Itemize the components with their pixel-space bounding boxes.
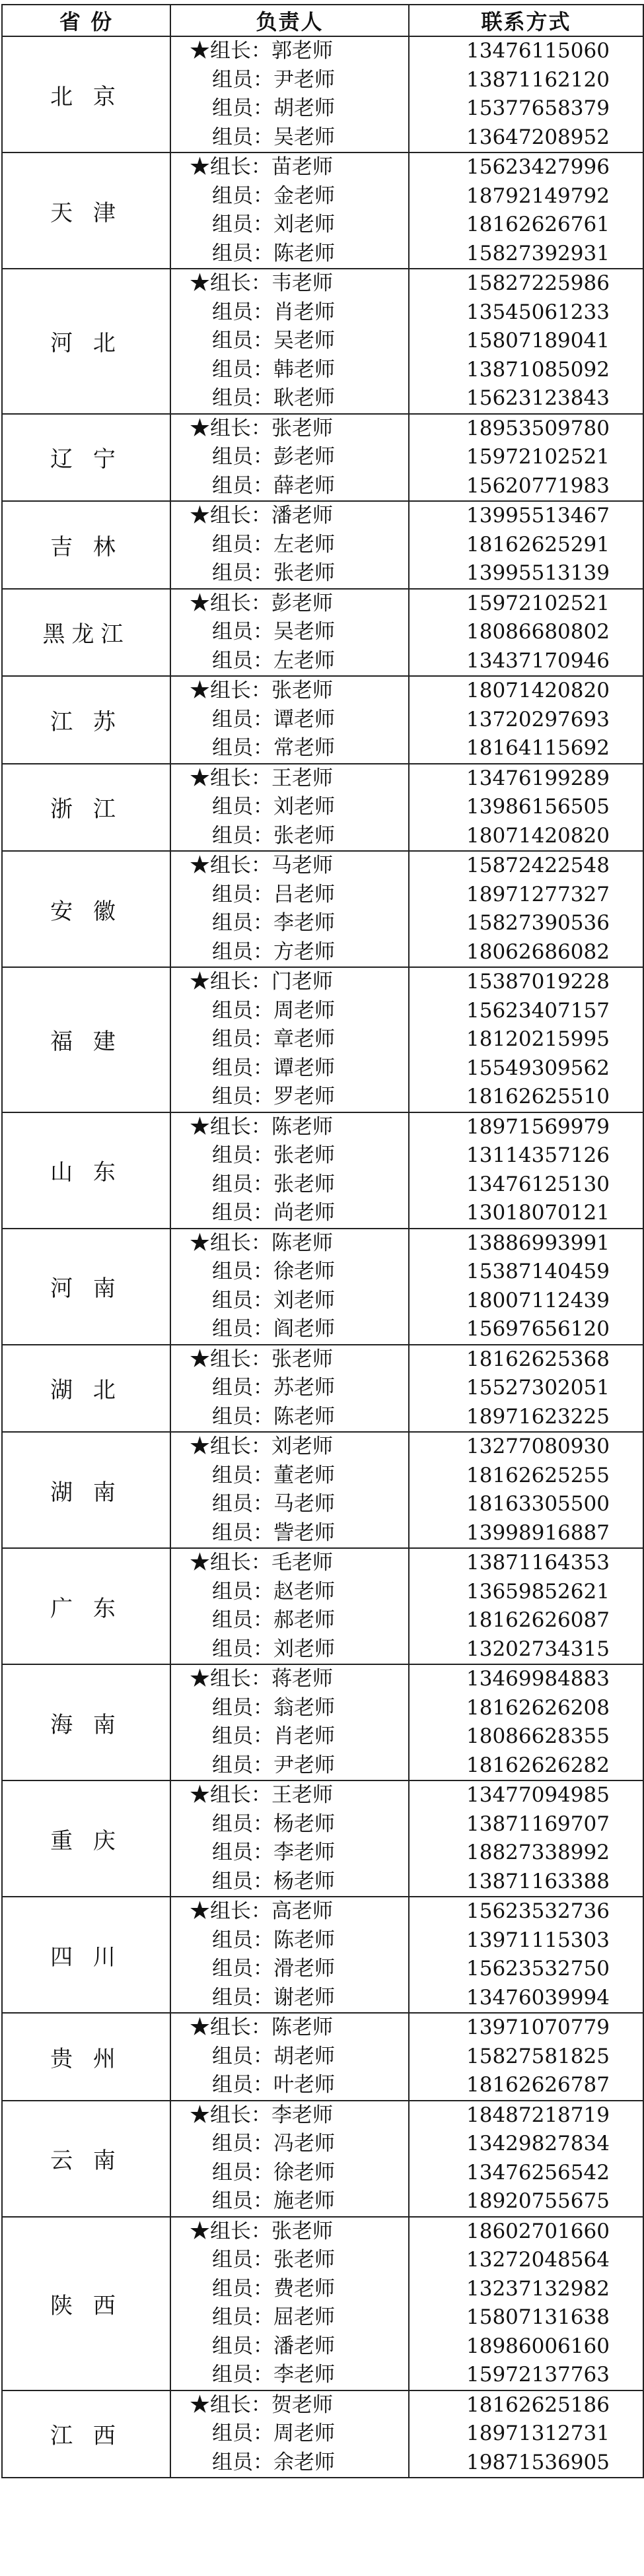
table-body [2, 36, 643, 2478]
people-cell [170, 764, 409, 852]
phone-number: 13871163388 [466, 1869, 610, 1893]
member-name: 组员：吕老师 [212, 882, 335, 906]
phone-number: 13871162120 [466, 67, 610, 92]
member-name: 组员：苏老师 [212, 1376, 335, 1400]
people-cell [170, 1548, 409, 1664]
phone-number: 18120215995 [466, 1027, 610, 1051]
member-name: 组员：潘老师 [212, 2334, 335, 2358]
phone-number: 18971277327 [466, 882, 610, 906]
phone-number: 18971623225 [466, 1404, 610, 1429]
phones-cell [409, 589, 643, 677]
header-row [2, 5, 643, 36]
header-person: 负责人 [170, 5, 409, 36]
phone-number: 15620771983 [466, 473, 610, 498]
member-name: 组员：刘老师 [212, 213, 335, 236]
leader-name: ★组长：彭老师 [190, 591, 333, 615]
member-name: 组员：施老师 [212, 2189, 335, 2213]
people-cell [170, 589, 409, 677]
member-name: 组员：刘老师 [212, 1288, 335, 1312]
member-name: 组员：陈老师 [212, 1404, 335, 1429]
member-name: 组员：费老师 [212, 2276, 335, 2301]
phone-number: 15527302051 [466, 1376, 610, 1400]
province-cell: 浙 江 [2, 764, 170, 852]
member-name: 组员：张老师 [212, 823, 335, 848]
member-name: 组员：方老师 [212, 939, 335, 964]
member-name: 组员：陈老师 [212, 1928, 335, 1952]
phones-cell [409, 967, 643, 1112]
phone-number: 18071420820 [466, 679, 610, 702]
phones-cell [409, 414, 643, 502]
people-cell [170, 2217, 409, 2390]
member-name: 组员：李老师 [212, 911, 335, 935]
member-name: 组员：董老师 [212, 1463, 335, 1487]
phone-number: 18162625255 [466, 1463, 610, 1487]
leader-name: ★组长：李老师 [190, 2103, 333, 2127]
member-name: 组员：李老师 [212, 2363, 335, 2387]
phone-number: 13272048564 [466, 2248, 610, 2272]
phone-number: 15377658379 [466, 96, 610, 120]
phones-cell [409, 2101, 643, 2217]
table-header [2, 5, 643, 36]
phones-cell [409, 1345, 643, 1433]
table-row [2, 36, 643, 153]
phones-cell [409, 1229, 643, 1345]
phones-cell [409, 676, 643, 764]
leader-name: ★组长：张老师 [190, 679, 333, 702]
phone-number: 15827581825 [466, 2044, 610, 2068]
phone-number: 13871085092 [466, 357, 610, 382]
people-cell [170, 1664, 409, 1780]
member-name: 组员：谭老师 [212, 1056, 335, 1080]
leader-name: ★组长：毛老师 [190, 1551, 333, 1575]
leader-name: ★组长：高老师 [190, 1899, 333, 1923]
member-name: 组员：余老师 [212, 2450, 335, 2474]
phone-number: 18071420820 [466, 823, 610, 848]
member-name: 组员：杨老师 [212, 1869, 335, 1893]
people-cell [170, 1112, 409, 1229]
phone-number: 13114357126 [466, 1143, 610, 1167]
table-row [2, 414, 643, 502]
leader-name: ★组长：张老师 [190, 1347, 333, 1371]
member-name: 组员：胡老师 [212, 96, 335, 120]
phone-number: 15549309562 [466, 1056, 610, 1080]
leader-name: ★组长：陈老师 [190, 1231, 333, 1255]
people-cell [170, 269, 409, 414]
phone-number: 15807131638 [466, 2305, 610, 2329]
member-name: 组员：刘老师 [212, 1637, 335, 1661]
phone-number: 18086680802 [466, 620, 610, 644]
table-row [2, 2217, 643, 2390]
phone-number: 13971115303 [466, 1928, 610, 1952]
member-name: 组员：滑老师 [212, 1957, 335, 1981]
table-row [2, 1112, 643, 1229]
table-row [2, 2390, 643, 2478]
people-cell [170, 2101, 409, 2217]
member-name: 组员：左老师 [212, 532, 335, 557]
phones-cell [409, 1112, 643, 1229]
member-name: 组员：叶老师 [212, 2073, 335, 2097]
member-name: 组员：张老师 [212, 2248, 335, 2272]
member-name: 组员：金老师 [212, 184, 335, 208]
leader-name: ★组长：门老师 [190, 970, 333, 994]
member-name: 组员：訾老师 [212, 1520, 335, 1545]
table-row [2, 1897, 643, 2013]
phone-number: 18162626208 [466, 1695, 610, 1720]
people-cell [170, 1229, 409, 1345]
table-row [2, 851, 643, 967]
leader-name: ★组长：蒋老师 [190, 1667, 333, 1691]
province-cell: 湖 南 [2, 1432, 170, 1548]
province-cell: 湖 北 [2, 1345, 170, 1433]
phone-number: 18792149792 [466, 184, 610, 208]
member-name: 组员：吴老师 [212, 620, 335, 644]
people-cell [170, 501, 409, 589]
phone-number: 13998916887 [466, 1520, 610, 1545]
phones-cell [409, 1548, 643, 1664]
phone-number: 13720297693 [466, 707, 610, 731]
member-name: 组员：杨老师 [212, 1812, 335, 1836]
table-row [2, 2013, 643, 2101]
province-cell: 安 徽 [2, 851, 170, 967]
member-name: 组员：吴老师 [212, 329, 335, 353]
member-name: 组员：郝老师 [212, 1608, 335, 1632]
table-row [2, 764, 643, 852]
table-row [2, 269, 643, 414]
header-contact: 联系方式 [409, 5, 643, 36]
member-name: 组员：耿老师 [212, 386, 335, 410]
phone-number: 13202734315 [466, 1637, 610, 1661]
phone-number: 13237132982 [466, 2276, 610, 2301]
people-cell [170, 2013, 409, 2101]
phone-number: 18162626761 [466, 213, 610, 236]
phone-number: 15623123843 [466, 386, 610, 410]
phones-cell [409, 2390, 643, 2478]
phone-number: 18162625510 [466, 1085, 610, 1108]
phone-number: 15827225986 [466, 271, 610, 295]
member-name: 组员：周老师 [212, 998, 335, 1023]
phone-number: 13476039994 [466, 1985, 610, 2010]
phone-number: 13429827834 [466, 2132, 610, 2155]
phones-cell [409, 1897, 643, 2013]
member-name: 组员：张老师 [212, 1143, 335, 1167]
leader-name: ★组长：韦老师 [190, 271, 333, 295]
phone-number: 13995513139 [466, 561, 610, 585]
phone-number: 18986006160 [466, 2334, 610, 2358]
table-row [2, 676, 643, 764]
member-name: 组员：徐老师 [212, 2160, 335, 2185]
phone-number: 15972102521 [466, 591, 610, 615]
people-cell [170, 1897, 409, 2013]
people-cell [170, 414, 409, 502]
member-name: 组员：周老师 [212, 2422, 335, 2445]
phone-number: 15972102521 [466, 445, 610, 469]
phones-cell [409, 1664, 643, 1780]
phone-number: 13437170946 [466, 648, 610, 673]
phone-number: 18827338992 [466, 1841, 610, 1864]
leader-name: ★组长：贺老师 [190, 2392, 333, 2417]
leader-name: ★组长：陈老师 [190, 2016, 333, 2039]
phone-number: 18602701660 [466, 2219, 610, 2243]
people-cell [170, 676, 409, 764]
member-name: 组员：尚老师 [212, 1201, 335, 1225]
phone-number: 18007112439 [466, 1288, 610, 1312]
leader-name: ★组长：潘老师 [190, 504, 333, 527]
phone-number: 15697656120 [466, 1317, 610, 1341]
table-row [2, 1229, 643, 1345]
phone-number: 18164115692 [466, 736, 610, 760]
phone-number: 18162625186 [466, 2392, 610, 2417]
member-name: 组员：马老师 [212, 1492, 335, 1516]
phone-number: 18162626787 [466, 2073, 610, 2097]
phone-number: 13469984883 [466, 1667, 610, 1691]
phone-number: 18162626087 [466, 1608, 610, 1632]
phones-cell [409, 2217, 643, 2390]
province-cell: 江 苏 [2, 676, 170, 764]
member-name: 组员：张老师 [212, 561, 335, 585]
province-cell: 山 东 [2, 1112, 170, 1229]
phone-number: 15623407157 [466, 998, 610, 1023]
leader-name: ★组长：张老师 [190, 2219, 333, 2243]
member-name: 组员：彭老师 [212, 445, 335, 469]
phone-number: 13277080930 [466, 1435, 610, 1458]
phone-number: 15827390536 [466, 911, 610, 935]
phone-number: 18162625291 [466, 532, 610, 557]
phones-cell [409, 1780, 643, 1897]
leader-name: ★组长：郭老师 [190, 39, 333, 63]
phone-number: 15623427996 [466, 155, 610, 179]
phone-number: 18163305500 [466, 1492, 610, 1516]
province-cell: 重 庆 [2, 1780, 170, 1897]
people-cell [170, 851, 409, 967]
table-row [2, 589, 643, 677]
people-cell [170, 1345, 409, 1433]
phone-number: 15387019228 [466, 970, 610, 994]
member-name: 组员：韩老师 [212, 357, 335, 382]
phone-number: 13476125130 [466, 1172, 610, 1196]
phone-number: 13476256542 [466, 2160, 610, 2185]
table-row [2, 1780, 643, 1897]
phones-cell [409, 269, 643, 414]
people-cell [170, 1780, 409, 1897]
people-cell [170, 36, 409, 153]
phone-number: 18062686082 [466, 939, 610, 964]
member-name: 组员：张老师 [212, 1172, 335, 1196]
member-name: 组员：薛老师 [212, 473, 335, 498]
phone-number: 13476115060 [466, 39, 610, 63]
province-cell: 贵 州 [2, 2013, 170, 2101]
people-cell [170, 153, 409, 269]
table-row [2, 1664, 643, 1780]
member-name: 组员：尹老师 [212, 67, 335, 92]
member-name: 组员：吴老师 [212, 125, 335, 149]
phones-cell [409, 764, 643, 852]
phone-number: 13476199289 [466, 766, 610, 790]
member-name: 组员：肖老师 [212, 1724, 335, 1748]
phone-number: 18953509780 [466, 416, 610, 440]
province-cell: 黑龙江 [2, 589, 170, 677]
table-row [2, 2101, 643, 2217]
leader-name: ★组长：刘老师 [190, 1435, 333, 1458]
phone-number: 18971569979 [466, 1114, 610, 1139]
phone-number: 15623532750 [466, 1957, 610, 1981]
province-cell: 辽 宁 [2, 414, 170, 502]
phones-cell [409, 36, 643, 153]
phone-number: 18086628355 [466, 1724, 610, 1748]
province-cell: 江 西 [2, 2390, 170, 2478]
province-cell: 海 南 [2, 1664, 170, 1780]
phone-number: 19871536905 [466, 2450, 610, 2474]
member-name: 组员：尹老师 [212, 1753, 335, 1777]
phones-cell [409, 153, 643, 269]
phone-number: 18162625368 [466, 1347, 610, 1371]
phones-cell [409, 851, 643, 967]
phones-cell [409, 1432, 643, 1548]
contacts-table [1, 4, 644, 2478]
phone-number: 13659852621 [466, 1579, 610, 1604]
province-cell: 吉 林 [2, 501, 170, 589]
table-row [2, 1345, 643, 1433]
phones-cell [409, 2013, 643, 2101]
phone-number: 18920755675 [466, 2189, 610, 2213]
member-name: 组员：陈老师 [212, 241, 335, 265]
member-name: 组员：谢老师 [212, 1985, 335, 2010]
phones-cell [409, 501, 643, 589]
member-name: 组员：李老师 [212, 1841, 335, 1864]
member-name: 组员：罗老师 [212, 1085, 335, 1108]
phone-number: 13018070121 [466, 1201, 610, 1225]
phone-number: 15972137763 [466, 2363, 610, 2387]
member-name: 组员：常老师 [212, 736, 335, 760]
phone-number: 13477094985 [466, 1783, 610, 1807]
member-name: 组员：谭老师 [212, 707, 335, 731]
province-cell: 河 北 [2, 269, 170, 414]
phone-number: 15623532736 [466, 1899, 610, 1923]
province-cell: 陕 西 [2, 2217, 170, 2390]
phone-number: 13995513467 [466, 504, 610, 527]
people-cell [170, 2390, 409, 2478]
leader-name: ★组长：王老师 [190, 1783, 333, 1807]
province-cell: 天 津 [2, 153, 170, 269]
province-cell: 四 川 [2, 1897, 170, 2013]
province-cell: 福 建 [2, 967, 170, 1112]
phone-number: 15827392931 [466, 241, 610, 265]
phone-number: 13986156505 [466, 795, 610, 819]
phone-number: 15807189041 [466, 329, 610, 353]
leader-name: ★组长：陈老师 [190, 1114, 333, 1139]
leader-name: ★组长：张老师 [190, 416, 333, 440]
table-row [2, 1432, 643, 1548]
member-name: 组员：翁老师 [212, 1695, 335, 1720]
member-name: 组员：章老师 [212, 1027, 335, 1051]
phone-number: 13971070779 [466, 2016, 610, 2039]
leader-name: ★组长：苗老师 [190, 155, 333, 179]
table-row [2, 1548, 643, 1664]
member-name: 组员：左老师 [212, 648, 335, 673]
table-row [2, 153, 643, 269]
province-cell: 广 东 [2, 1548, 170, 1664]
phone-number: 18487218719 [466, 2103, 610, 2127]
province-cell: 河 南 [2, 1229, 170, 1345]
member-name: 组员：肖老师 [212, 300, 335, 324]
table-row [2, 501, 643, 589]
people-cell [170, 1432, 409, 1548]
member-name: 组员：刘老师 [212, 795, 335, 819]
member-name: 组员：徐老师 [212, 1260, 335, 1283]
member-name: 组员：屈老师 [212, 2305, 335, 2329]
phone-number: 18971312731 [466, 2422, 610, 2445]
province-cell: 北 京 [2, 36, 170, 153]
member-name: 组员：赵老师 [212, 1579, 335, 1604]
table-row [2, 967, 643, 1112]
people-cell [170, 967, 409, 1112]
leader-name: ★组长：王老师 [190, 766, 333, 790]
phone-number: 13886993991 [466, 1231, 610, 1255]
phone-number: 13647208952 [466, 125, 610, 149]
leader-name: ★组长：马老师 [190, 854, 333, 877]
phone-number: 13545061233 [466, 300, 610, 324]
phone-number: 18162626282 [466, 1753, 610, 1777]
member-name: 组员：阎老师 [212, 1317, 335, 1341]
phone-number: 13871169707 [466, 1812, 610, 1836]
phone-number: 15872422548 [466, 854, 610, 877]
member-name: 组员：冯老师 [212, 2132, 335, 2155]
phone-number: 15387140459 [466, 1260, 610, 1283]
member-name: 组员：胡老师 [212, 2044, 335, 2068]
phone-number: 13871164353 [466, 1551, 610, 1575]
province-cell: 云 南 [2, 2101, 170, 2217]
header-province: 省 份 [2, 5, 170, 36]
